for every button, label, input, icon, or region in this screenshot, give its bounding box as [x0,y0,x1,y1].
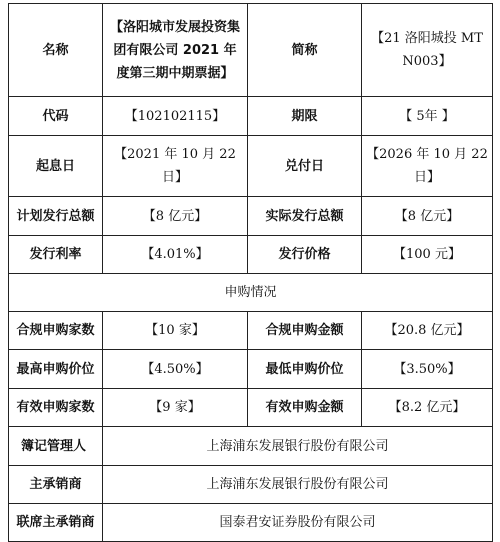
short-name-label: 简称 [248,4,362,97]
bookrunner-label: 簿记管理人 [9,427,103,466]
table-row [9,136,493,197]
table-row [9,236,493,274]
table-row [9,389,493,427]
compliant-amount-label: 合规申购金额 [248,312,362,350]
table-row [9,197,493,236]
lead-underwriter-label: 主承销商 [9,466,103,504]
valid-amount-label: 有效申购金额 [248,389,362,427]
term-value: 【 5年 】 [362,97,493,136]
short-name-value: 【21 洛阳城投 MTN003】 [362,4,493,97]
payment-date-label: 兑付日 [248,136,362,197]
valid-count-value: 【9 家】 [103,389,248,427]
name-value: 【洛阳城市发展投资集团有限公司 2021 年度第三期中期票据】 [103,4,248,97]
value-date-value: 【2021 年 10 月 22 日】 [103,136,248,197]
compliant-amount-value: 【20.8 亿元】 [362,312,493,350]
bookrunner-value: 上海浦东发展银行股份有限公司 [103,427,493,466]
table-row [9,97,493,136]
price-value: 【100 元】 [362,236,493,274]
valid-amount-value: 【8.2 亿元】 [362,389,493,427]
issuance-result-table [8,3,492,542]
rate-label: 发行利率 [9,236,103,274]
table-row [9,4,493,97]
bond-info-table [8,3,493,542]
rate-value: 【4.01%】 [103,236,248,274]
value-date-label: 起息日 [9,136,103,197]
actual-amount-label: 实际发行总额 [248,197,362,236]
compliant-count-value: 【10 家】 [103,312,248,350]
table-row [9,274,493,312]
name-label: 名称 [9,4,103,97]
table-row [9,504,493,542]
table-row [9,350,493,389]
planned-amount-value: 【8 亿元】 [103,197,248,236]
max-price-label: 最高申购价位 [9,350,103,389]
valid-count-label: 有效申购家数 [9,389,103,427]
compliant-count-label: 合规申购家数 [9,312,103,350]
code-label: 代码 [9,97,103,136]
planned-amount-label: 计划发行总额 [9,197,103,236]
table-row [9,466,493,504]
payment-date-value: 【2026 年 10 月 22 日】 [362,136,493,197]
min-price-value: 【3.50%】 [362,350,493,389]
table-row [9,427,493,466]
actual-amount-value: 【8 亿元】 [362,197,493,236]
table-row [9,312,493,350]
joint-lead-underwriter-value: 国泰君安证券股份有限公司 [103,504,493,542]
joint-lead-underwriter-label: 联席主承销商 [9,504,103,542]
lead-underwriter-value: 上海浦东发展银行股份有限公司 [103,466,493,504]
subscription-section-title: 申购情况 [9,274,493,312]
price-label: 发行价格 [248,236,362,274]
code-value: 【102102115】 [103,97,248,136]
term-label: 期限 [248,97,362,136]
min-price-label: 最低申购价位 [248,350,362,389]
max-price-value: 【4.50%】 [103,350,248,389]
